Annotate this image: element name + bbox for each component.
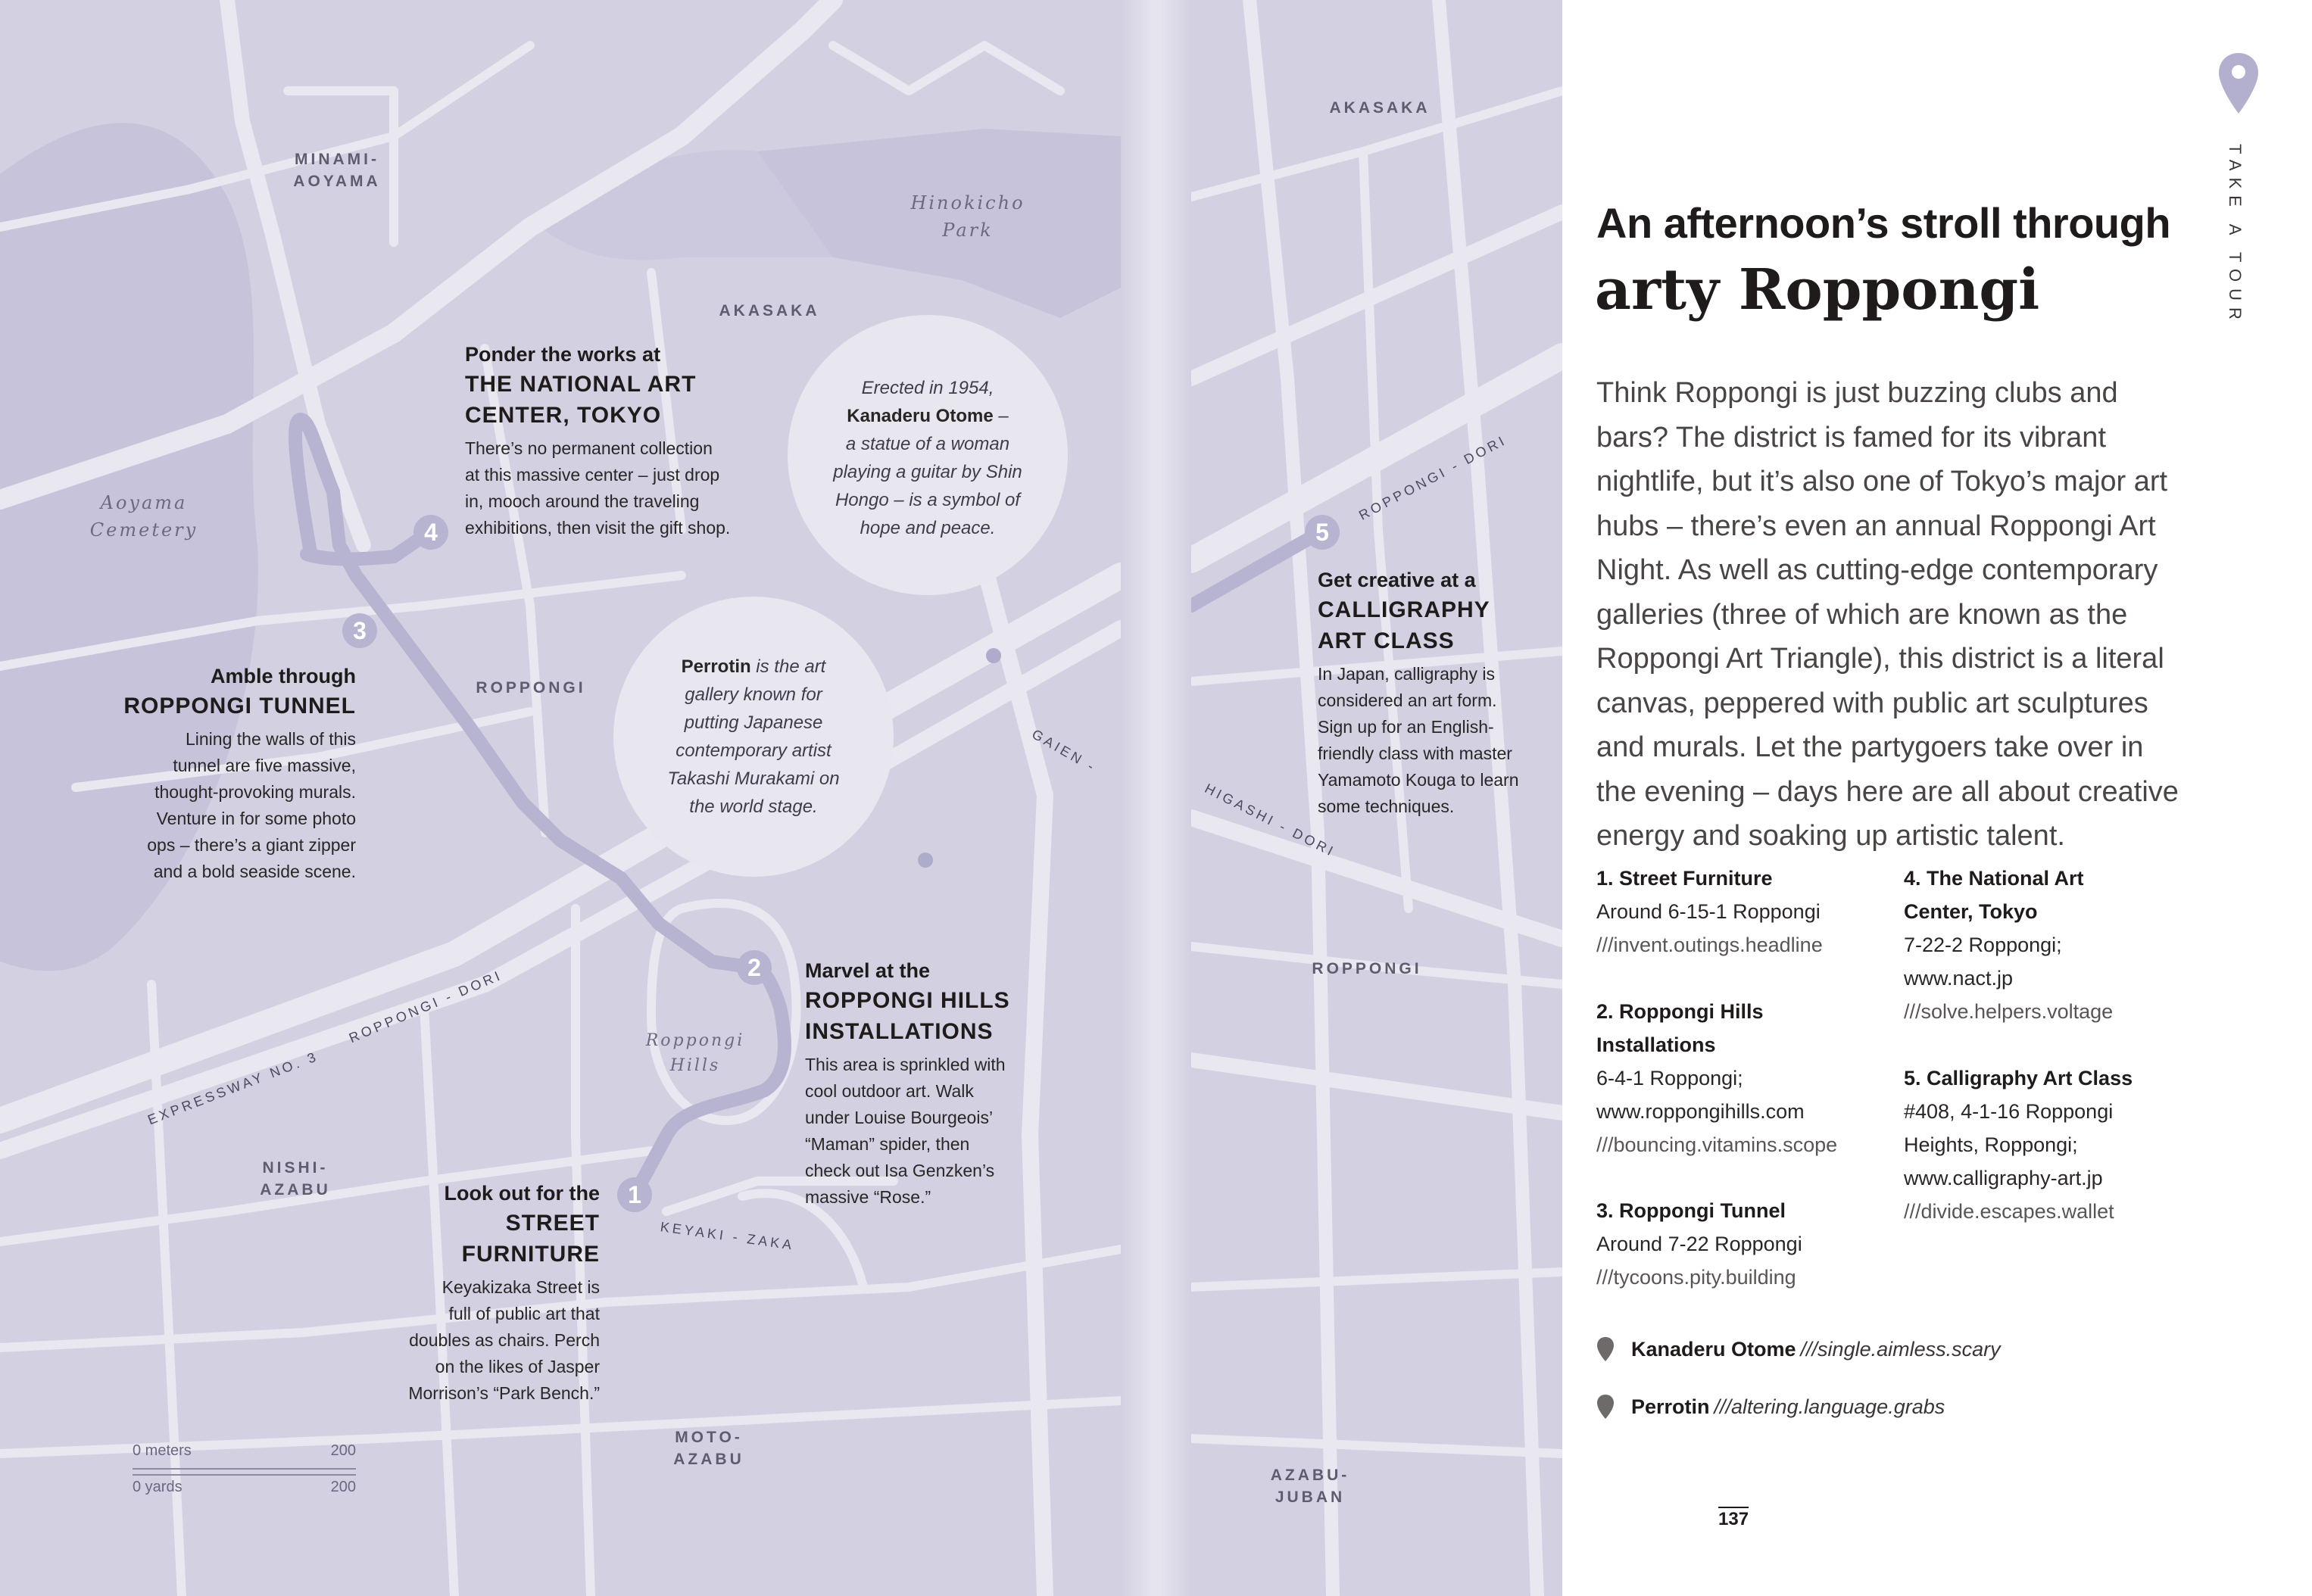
address-4-title: 4. The National Art Center, Tokyo bbox=[1904, 867, 2084, 923]
callout-kanaderu-rest: a statue of a woman playing a guitar by Shin Hongo – is a symbol of hope and peace. bbox=[833, 434, 1022, 538]
park-label-roppongi-hills: Roppongi Hills bbox=[645, 1031, 745, 1075]
stop-marker-2[interactable]: 2 bbox=[737, 950, 772, 985]
stop-2-name: ROPPONGI HILLS INSTALLATIONS bbox=[805, 988, 1010, 1044]
stop-block-5 bbox=[1318, 566, 1545, 820]
scale-meters-line bbox=[133, 1468, 356, 1470]
map-pin-icon bbox=[1596, 1394, 1615, 1420]
stop-5-name: CALLIGRAPHY ART CLASS bbox=[1318, 597, 1490, 653]
stop-4-intro: Ponder the works at bbox=[465, 343, 661, 366]
extra-location-2-name: Perrotin bbox=[1631, 1395, 1710, 1418]
address-1-lines: Around 6-15-1 Roppongi bbox=[1596, 900, 1821, 923]
district-akasaka-center: AKASAKA bbox=[719, 302, 820, 320]
callout-kanaderu-text bbox=[803, 374, 1053, 542]
callout-perrotin-dot bbox=[918, 853, 933, 868]
page-title-line1: An afternoon’s stroll through bbox=[1596, 199, 2171, 247]
callout-perrotin-text bbox=[632, 653, 875, 821]
district-azabu-juban: AZABU- JUBAN bbox=[1270, 1467, 1350, 1506]
scale-yards-line bbox=[133, 1474, 356, 1476]
address-5 bbox=[1904, 1061, 2199, 1228]
stop-4-name: THE NATIONAL ART CENTER, TOKYO bbox=[465, 372, 697, 428]
callout-kanaderu-line1: Erected in 1954, bbox=[861, 378, 994, 398]
callout-perrotin-lead: is the art bbox=[750, 656, 826, 677]
address-3-lines: Around 7-22 Roppongi bbox=[1596, 1233, 1802, 1255]
address-5-w3w[interactable]: ///divide.escapes.wallet bbox=[1904, 1200, 2114, 1223]
road-label-roppongi-dori-west: ROPPONGI - DORI bbox=[346, 967, 505, 1046]
address-2 bbox=[1596, 995, 1892, 1161]
scale-yards-label: 0 yards bbox=[133, 1479, 183, 1495]
extra-location-1 bbox=[1596, 1336, 2001, 1362]
park-label-aoyama-cemetery: Aoyama Cemetery bbox=[89, 492, 198, 541]
stop-marker-4[interactable]: 4 bbox=[413, 515, 448, 550]
map-pin-icon bbox=[2217, 51, 2260, 115]
stop-1-intro: Look out for the bbox=[444, 1182, 600, 1205]
stop-block-4 bbox=[465, 341, 768, 541]
stop-block-2 bbox=[805, 957, 1047, 1211]
callout-kanaderu-dot bbox=[986, 648, 1001, 663]
address-3-w3w[interactable]: ///tycoons.pity.building bbox=[1596, 1266, 1796, 1289]
address-4-w3w[interactable]: ///solve.helpers.voltage bbox=[1904, 1000, 2114, 1023]
extra-location-2 bbox=[1596, 1394, 1945, 1420]
road-label-expressway: EXPRESSWAY NO. 3 bbox=[145, 1048, 321, 1128]
stop-block-1 bbox=[373, 1180, 600, 1407]
district-minami-aoyama: MINAMI- AOYAMA bbox=[293, 151, 381, 190]
address-5-title: 5. Calligraphy Art Class bbox=[1904, 1067, 2133, 1089]
address-3-title: 3. Roppongi Tunnel bbox=[1596, 1199, 1786, 1222]
stop-5-desc: In Japan, calligraphy is considered an art form. Sign up for an English- friendly class with master Yamamoto Kouga to learn some techniques. bbox=[1318, 664, 1519, 816]
stop-3-desc: Lining the walls of this tunnel are five massive, thought-provoking murals. Venture in for some photo ops – there’s a giant zipper and a bold seaside scene. bbox=[147, 729, 356, 881]
scale-bar bbox=[133, 1442, 356, 1503]
address-2-title: 2. Roppongi Hills Installations bbox=[1596, 1000, 1764, 1056]
address-3 bbox=[1596, 1194, 1892, 1294]
address-1-title: 1. Street Furniture bbox=[1596, 867, 1773, 890]
page-spine bbox=[1121, 0, 1191, 1596]
address-4-lines: 7-22-2 Roppongi; www.nact.jp bbox=[1904, 934, 2062, 990]
callout-perrotin-rest: gallery known for putting Japanese contemporary artist Takashi Murakami on the world stage. bbox=[667, 684, 840, 817]
stop-5-intro: Get creative at a bbox=[1318, 569, 1476, 591]
extra-location-1-w3w[interactable]: ///single.aimless.scary bbox=[1800, 1337, 2001, 1361]
stop-marker-3[interactable]: 3 bbox=[342, 613, 377, 648]
page-number: 137 bbox=[1718, 1507, 1749, 1530]
address-1-w3w[interactable]: ///invent.outings.headline bbox=[1596, 934, 1823, 956]
address-4 bbox=[1904, 862, 2199, 1028]
district-roppongi-east: ROPPONGI bbox=[1312, 960, 1422, 977]
scale-yards-value: 200 bbox=[330, 1479, 356, 1495]
stop-block-3 bbox=[91, 662, 356, 885]
address-2-lines: 6-4-1 Roppongi; www.roppongihills.com bbox=[1596, 1067, 1805, 1123]
stop-2-desc: This area is sprinkled with cool outdoor art. Walk under Louise Bourgeois’ “Maman” spider, then check out Isa Genzken’s massive “Rose.” bbox=[805, 1055, 1006, 1207]
stop-1-name: STREET FURNITURE bbox=[461, 1211, 600, 1267]
road-label-roppongi-dori-east: ROPPONGI - DORI bbox=[1356, 432, 1509, 523]
stop-3-intro: Amble through bbox=[211, 665, 356, 687]
road-label-keyaki-zaka: KEYAKI - ZAKA bbox=[659, 1219, 796, 1253]
extra-location-1-name: Kanaderu Otome bbox=[1631, 1337, 1796, 1361]
page-title-line2: arty Roppongi bbox=[1595, 257, 2040, 323]
take-a-tour-tab: TAKE A TOUR bbox=[2226, 144, 2245, 326]
address-5-lines: #408, 4-1-16 Roppongi Heights, Roppongi; www.calligraphy-art.jp bbox=[1904, 1100, 2114, 1189]
callout-kanaderu-dash: – bbox=[993, 406, 1009, 426]
stop-2-intro: Marvel at the bbox=[805, 959, 931, 982]
callout-perrotin-name-row bbox=[632, 653, 875, 681]
stop-4-desc: There’s no permanent collection at this massive center – just drop in, mooch around the traveling exhibitions, then visit the gift shop. bbox=[465, 438, 731, 538]
callout-perrotin-name: Perrotin bbox=[681, 656, 751, 677]
address-1 bbox=[1596, 862, 1892, 962]
road-label-higashi-dori: HIGASHI - DORI bbox=[1202, 781, 1338, 860]
address-2-w3w[interactable]: ///bouncing.vitamins.scope bbox=[1596, 1133, 1838, 1156]
stop-3-name: ROPPONGI TUNNEL bbox=[123, 694, 356, 719]
map-pin-icon bbox=[1596, 1336, 1615, 1362]
callout-kanaderu-name-row bbox=[803, 402, 1053, 430]
stop-marker-1[interactable]: 1 bbox=[617, 1177, 652, 1212]
road-label-gaien: GAIEN - bbox=[1029, 726, 1100, 776]
district-nishi-azabu: NISHI- AZABU bbox=[260, 1159, 331, 1199]
district-moto-azabu: MOTO- AZABU bbox=[673, 1429, 744, 1468]
park-label-hinokicho: Hinokicho Park bbox=[910, 192, 1025, 241]
stop-1-desc: Keyakizaka Street is full of public art that doubles as chairs. Perch on the likes of Jasper Morrison’s “Park Bench.” bbox=[408, 1277, 600, 1403]
scale-meters-value: 200 bbox=[330, 1442, 356, 1459]
extra-location-2-w3w[interactable]: ///altering.language.grabs bbox=[1714, 1395, 1945, 1418]
stop-marker-5[interactable]: 5 bbox=[1305, 515, 1340, 550]
callout-kanaderu-name: Kanaderu Otome bbox=[847, 406, 994, 426]
intro-paragraph: Think Roppongi is just buzzing clubs and bars? The district is famed for its vibrant nightlife, but it’s also one of Tokyo’s major art hubs – there’s even an annual Roppongi Art Night. As well as cutting-edge contemporary galleries (three of which are known as the Roppongi Art Triangle), this district is a literal canvas, peppered with public art sculptures and murals. Let the partygoers take over in the evening – days here are all about creative energy and soaking up artistic talent. bbox=[1596, 377, 2179, 852]
district-akasaka-top: AKASAKA bbox=[1329, 99, 1431, 117]
scale-meters-label: 0 meters bbox=[133, 1442, 192, 1459]
district-roppongi-west: ROPPONGI bbox=[476, 679, 586, 697]
